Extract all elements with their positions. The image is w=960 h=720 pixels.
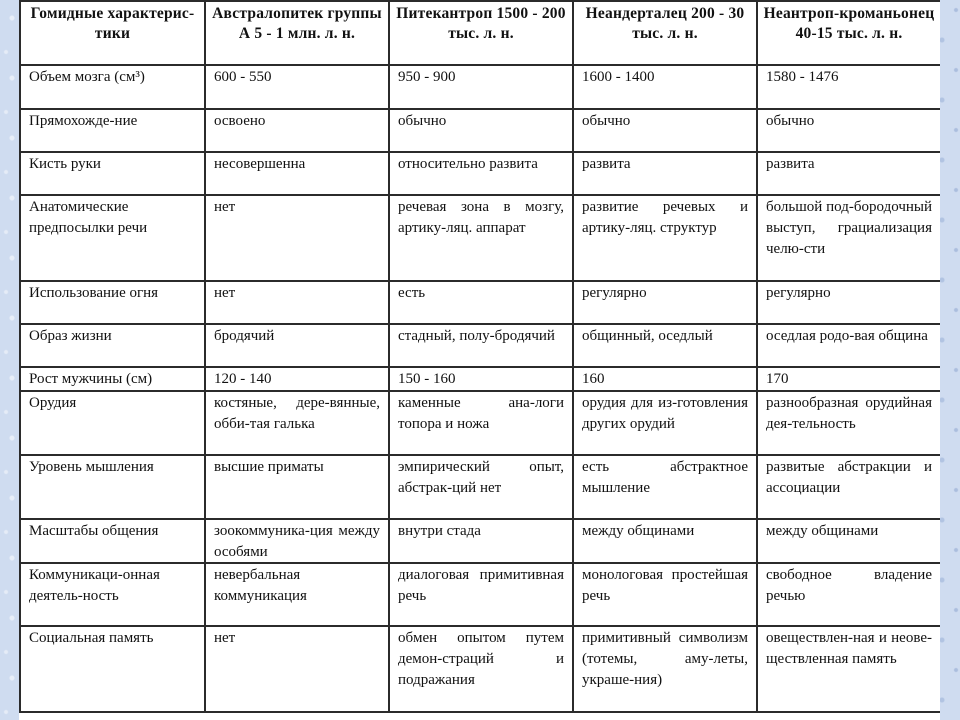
table-row xyxy=(20,152,940,195)
table-row xyxy=(20,109,940,152)
table-cell: 160 xyxy=(573,367,757,391)
table-cell: внутри стада xyxy=(389,519,573,564)
table-cell: зоокоммуника-ция между особями xyxy=(205,519,389,564)
table-cell: между общинами xyxy=(757,519,940,564)
table-cell: обычно xyxy=(573,109,757,152)
table-cell: несовершенна xyxy=(205,152,389,195)
table-cell: 950 - 900 xyxy=(389,65,573,109)
table-row xyxy=(20,626,940,712)
feature-cell: Социальная память xyxy=(20,626,205,712)
feature-cell: Масштабы общения xyxy=(20,519,205,564)
table-cell: стадный, полу-бродячий xyxy=(389,324,573,367)
table-cell: большой под-бородочный выступ, грациализация челю-сти xyxy=(757,195,940,281)
table-cell: между общинами xyxy=(573,519,757,564)
header-pithecanthropus: Питекантроп 1500 - 200 тыс. л. н. xyxy=(389,1,573,65)
table-cell: относительно развита xyxy=(389,152,573,195)
table-cell: развита xyxy=(757,152,940,195)
table-cell: каменные ана-логи топора и ножа xyxy=(389,391,573,455)
table-cell: бродячий xyxy=(205,324,389,367)
table-cell: обмен опытом путем демон-страций и подражания xyxy=(389,626,573,712)
table-cell: монологовая простейшая речь xyxy=(573,563,757,626)
table-row xyxy=(20,563,940,626)
table-cell: общинный, оседлый xyxy=(573,324,757,367)
table-cell: 120 - 140 xyxy=(205,367,389,391)
table-cell: 1580 - 1476 xyxy=(757,65,940,109)
table-cell: овеществлен-ная и неове-ществленная память xyxy=(757,626,940,712)
table-cell: оседлая родо-вая община xyxy=(757,324,940,367)
header-cromagnon: Неантроп-кроманьонец 40-15 тыс. л. н. xyxy=(757,1,940,65)
table-row xyxy=(20,65,940,109)
table-cell: есть xyxy=(389,281,573,324)
feature-cell: Прямохожде-ние xyxy=(20,109,205,152)
table-cell: обычно xyxy=(757,109,940,152)
feature-cell: Рост мужчины (см) xyxy=(20,367,205,391)
table-cell: орудия для из-готовления других орудий xyxy=(573,391,757,455)
table-cell: 150 - 160 xyxy=(389,367,573,391)
table-cell: 170 xyxy=(757,367,940,391)
table-cell: регулярно xyxy=(757,281,940,324)
table-cell: примитивный символизм (тотемы, аму-леты, украше-ния) xyxy=(573,626,757,712)
table-cell: костяные, дере-вянные, обби-тая галька xyxy=(205,391,389,455)
table-cell: высшие приматы xyxy=(205,455,389,519)
table-cell: регулярно xyxy=(573,281,757,324)
table-cell: развитие речевых и артику-ляц. структур xyxy=(573,195,757,281)
table-cell: нет xyxy=(205,626,389,712)
header-neanderthal: Неандерталец 200 - 30 тыс. л. н. xyxy=(573,1,757,65)
feature-cell: Использование огня xyxy=(20,281,205,324)
table-row xyxy=(20,281,940,324)
table-cell: невербальная коммуникация xyxy=(205,563,389,626)
hominid-comparison-table xyxy=(19,0,940,713)
table-row xyxy=(20,324,940,367)
hominid-comparison-sheet xyxy=(19,0,940,720)
table-cell: свободное владение речью xyxy=(757,563,940,626)
feature-cell: Кисть руки xyxy=(20,152,205,195)
feature-cell: Образ жизни xyxy=(20,324,205,367)
table-cell: 1600 - 1400 xyxy=(573,65,757,109)
table-cell: диалоговая примитивная речь xyxy=(389,563,573,626)
table-cell: обычно xyxy=(389,109,573,152)
feature-cell: Анатомические предпосылки речи xyxy=(20,195,205,281)
feature-cell: Уровень мышления xyxy=(20,455,205,519)
header-characteristics: Гомидные характерис-тики xyxy=(20,1,205,65)
table-row xyxy=(20,367,940,391)
table-row xyxy=(20,519,940,564)
table-cell: развита xyxy=(573,152,757,195)
table-row xyxy=(20,391,940,455)
table-cell: разнообразная орудийная дея-тельность xyxy=(757,391,940,455)
table-cell: развитые абстракции и ассоциации xyxy=(757,455,940,519)
table-cell: 600 - 550 xyxy=(205,65,389,109)
table-cell: есть абстрактное мышление xyxy=(573,455,757,519)
table-cell: освоено xyxy=(205,109,389,152)
table-cell: речевая зона в мозгу, артику-ляц. аппарат xyxy=(389,195,573,281)
feature-cell: Коммуникаци-онная деятель-ность xyxy=(20,563,205,626)
table-row xyxy=(20,455,940,519)
table-header-row xyxy=(20,1,940,65)
table-row xyxy=(20,195,940,281)
table-cell: нет xyxy=(205,281,389,324)
table-cell: эмпирический опыт, абстрак-ций нет xyxy=(389,455,573,519)
feature-cell: Объем мозга (см³) xyxy=(20,65,205,109)
table-cell: нет xyxy=(205,195,389,281)
feature-cell: Орудия xyxy=(20,391,205,455)
header-australopithecus: Австралопитек группы А 5 - 1 млн. л. н. xyxy=(205,1,389,65)
